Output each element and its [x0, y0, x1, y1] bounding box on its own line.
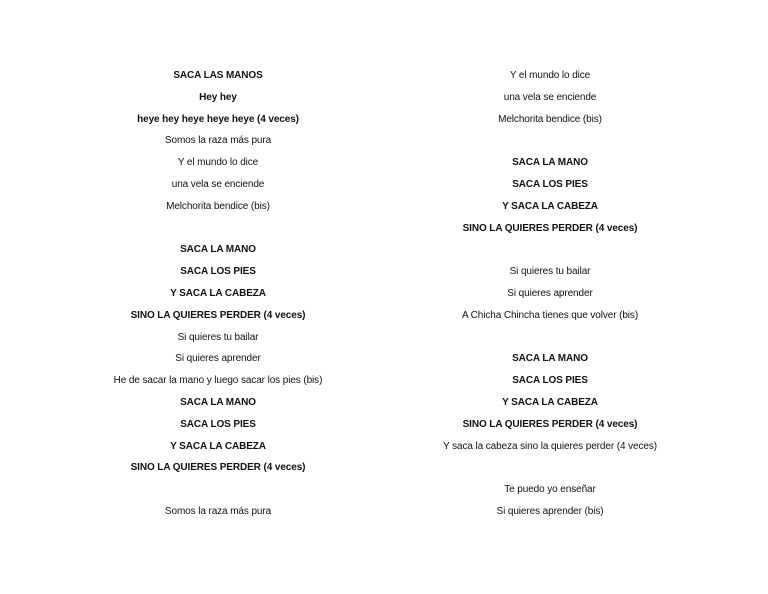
chorus-line: Y SACA LA CABEZA	[170, 287, 266, 299]
lyric-line: Y el mundo lo dice	[177, 157, 259, 169]
lyric-line: Te puedo yo enseñar	[504, 484, 596, 496]
chorus-line: SACA LA MANO	[180, 244, 256, 256]
chorus-line: SINO LA QUIERES PERDER (4 veces)	[130, 462, 306, 474]
chorus-line: SACA LAS MANOS	[173, 70, 263, 81]
lyric-line: Melchorita bendice (bis)	[498, 113, 602, 125]
chorus-line: Y SACA LA CABEZA	[170, 440, 266, 452]
right-lyrics-column	[385, 65, 715, 523]
chorus-line: SACA LOS PIES	[512, 178, 588, 190]
blank-line	[53, 479, 383, 501]
chorus-line: SINO LA QUIERES PERDER (4 veces)	[130, 309, 306, 321]
lyric-line: Melchorita bendice (bis)	[166, 200, 270, 212]
lyric-line: Somos la raza más pura	[164, 505, 272, 517]
lyric-line: Si quieres aprender (bis)	[496, 505, 604, 517]
chorus-line: SACA LA MANO	[180, 396, 256, 408]
chorus-line: Hey hey	[199, 91, 237, 103]
chorus-line: SINO LA QUIERES PERDER (4 veces)	[462, 222, 638, 234]
chorus-line: SACA LOS PIES	[512, 375, 588, 387]
lyric-line: una vela se enciende	[503, 91, 597, 103]
blank-line	[53, 218, 383, 240]
blank-line	[385, 239, 715, 261]
lyric-line: Somos la raza más pura	[164, 135, 272, 147]
chorus-line: Y SACA LA CABEZA	[502, 200, 598, 212]
left-lyrics-column	[53, 65, 383, 523]
lyric-line: Si quieres aprender	[175, 353, 261, 365]
lyric-line: He de sacar la mano y luego sacar los pies (bis)	[113, 375, 323, 387]
blank-line	[385, 457, 715, 479]
chorus-line: heye hey heye heye heye (4 veces)	[137, 113, 299, 125]
lyric-line: Y saca la cabeza sino la quieres perder (4 veces)	[443, 440, 657, 452]
lyric-line: Si quieres aprender	[507, 287, 593, 299]
lyric-line: Y el mundo lo dice	[509, 70, 591, 81]
lyric-line: una vela se enciende	[171, 178, 265, 190]
blank-line	[385, 327, 715, 349]
blank-line	[385, 130, 715, 152]
chorus-line: SACA LA MANO	[512, 353, 588, 365]
lyric-line: A Chicha Chincha tienes que volver (bis)	[461, 309, 639, 321]
lyric-line: Si quieres tu bailar	[177, 331, 259, 343]
chorus-line: SACA LOS PIES	[180, 266, 256, 278]
lyric-line: Si quieres tu bailar	[509, 266, 591, 278]
chorus-line: SINO LA QUIERES PERDER (4 veces)	[462, 418, 638, 430]
chorus-line: Y SACA LA CABEZA	[502, 396, 598, 408]
chorus-line: SACA LOS PIES	[180, 418, 256, 430]
chorus-line: SACA LA MANO	[512, 157, 588, 169]
